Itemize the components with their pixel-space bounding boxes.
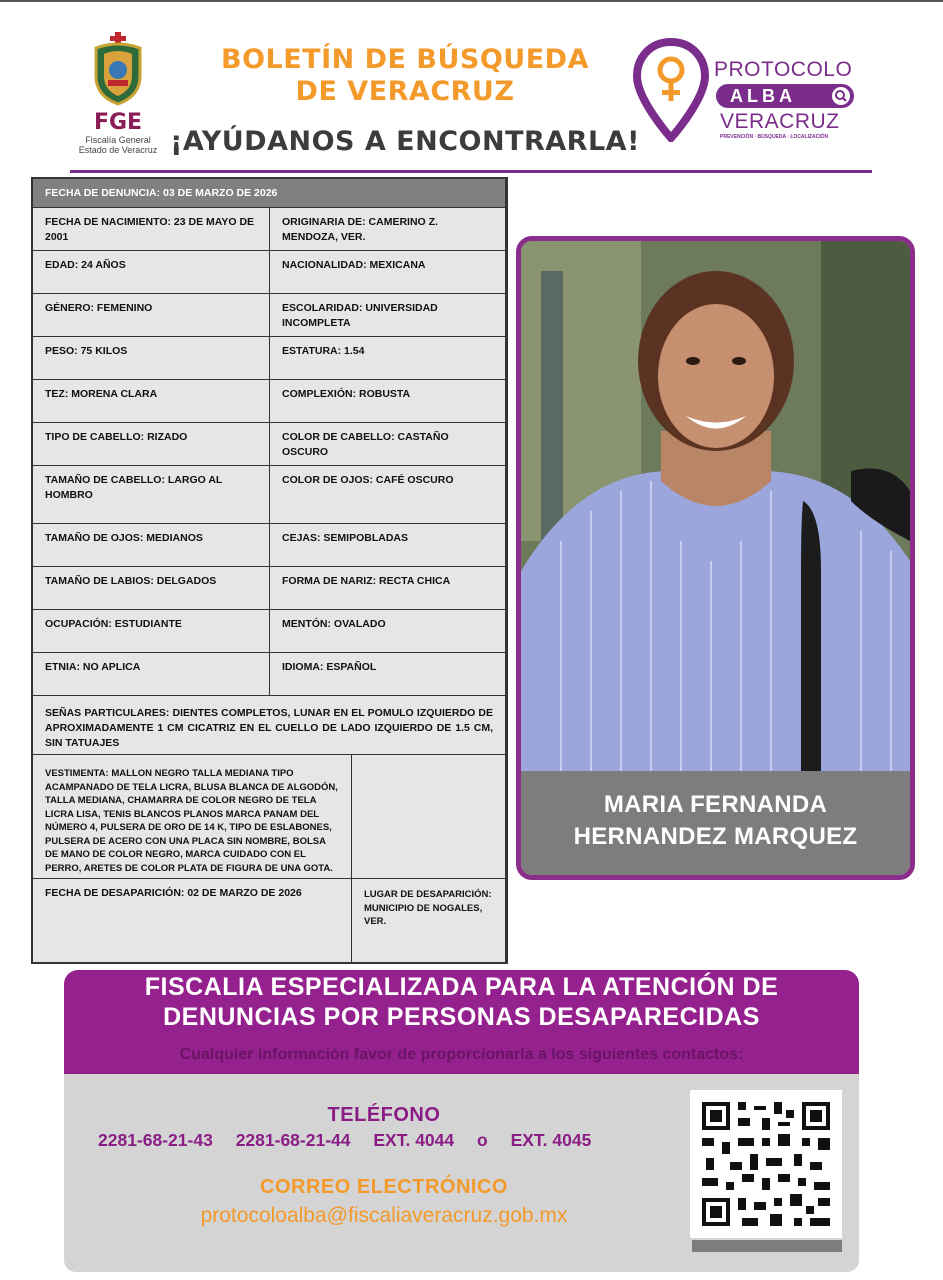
eye-size: TAMAÑO DE OJOS: MEDIANOS: [33, 524, 270, 567]
agency-banner: [64, 970, 859, 1074]
lip-size: TAMAÑO DE LABIOS: DELGADOS: [33, 567, 270, 610]
email-address[interactable]: protocoloalba@fiscaliaveracruz.gob.mx: [200, 1204, 568, 1227]
fge-logo: [66, 32, 170, 158]
missing-person-photo: [521, 241, 910, 771]
state-seal-icon: [88, 32, 148, 106]
gender: GÉNERO: FEMENINO: [33, 294, 270, 337]
origin: ORIGINARIA DE: CAMERINO Z. MENDOZA, VER.: [270, 208, 506, 251]
phone-2[interactable]: 2281-68-21-44: [235, 1130, 351, 1150]
complexion-tone: TEZ: MORENA CLARA: [33, 380, 270, 423]
education: ESCOLARIDAD: UNIVERSIDAD INCOMPLETA: [270, 294, 506, 337]
qr-code-icon: [690, 1090, 842, 1238]
phone-1[interactable]: 2281-68-21-43: [98, 1130, 213, 1150]
weight: PESO: 75 KILOS: [33, 337, 270, 380]
email-label: CORREO ELECTRÓNICO: [260, 1176, 508, 1198]
chin: MENTÓN: OVALADO: [270, 610, 506, 653]
bulletin-subtitle: ¡AYÚDANOS A ENCONTRARLA!: [170, 126, 640, 157]
search-icon: [832, 87, 850, 105]
bulletin-title-line1: BOLETÍN DE BÚSQUEDA: [221, 44, 589, 75]
alba-pill-label: ALBA: [730, 86, 796, 106]
qr-shadow: [692, 1240, 842, 1252]
agency-title: [64, 972, 859, 1032]
agency-subtitle: Cualquier información favor de proporcionarla a los siguientes contactos:: [179, 1046, 744, 1063]
clothing: VESTIMENTA: MALLON NEGRO TALLA MEDIANA TIPO ACAMPANADO DE TELA LICRA, BLUSA BLANCA DE ALGODÓN, TALLA MEDIANA, CHAMARRA DE COLOR NEGRO DE TELA LICRA LISA, TENIS BLANCOS PLANOS MARCA PANAM DEL NÚMERO 4, PULSERA DE ORO DE 14 K, TIPO DE ESLABONES, PULSERA DE ACERO CON UNA PLACA SIN NOMBRE, BOLSA DE MANO DE COLOR NEGRO, MARCA CUIDADO CON EL PERRO, ARETES DE COLOR PLATA DE FIGURA DE UNA GOTA.: [33, 755, 352, 879]
extension-2: EXT. 4045: [510, 1130, 592, 1150]
header-divider: [70, 170, 872, 173]
personal-data-table: [31, 177, 508, 964]
extension-connector: o: [477, 1130, 488, 1150]
hair-type: TIPO DE CABELLO: RIZADO: [33, 423, 270, 466]
name-plate: [521, 771, 910, 875]
eyebrows: CEJAS: SEMIPOBLADAS: [270, 524, 506, 567]
language: IDIOMA: ESPAÑOL: [270, 653, 506, 696]
bulletin-title: [180, 44, 630, 108]
build: COMPLEXIÓN: ROBUSTA: [270, 380, 506, 423]
ethnicity: ETNIA: NO APLICA: [33, 653, 270, 696]
height: ESTATURA: 1.54: [270, 337, 506, 380]
photo-card: [516, 236, 915, 880]
contact-box: [64, 1074, 859, 1272]
alba-line1: PROTOCOLO: [714, 58, 853, 81]
female-location-pin-icon: [632, 38, 710, 142]
eye-color: COLOR DE OJOS: CAFÉ OSCURO: [270, 466, 506, 524]
person-name-line2: HERNANDEZ MARQUEZ: [573, 823, 858, 850]
agency-title-line2: DENUNCIAS POR PERSONAS DESAPARECIDAS: [163, 1003, 760, 1031]
occupation: OCUPACIÓN: ESTUDIANTE: [33, 610, 270, 653]
distinguishing-marks: SEÑAS PARTICULARES: DIENTES COMPLETOS, LUNAR EN EL POMULO IZQUIERDO DE APROXIMADAMENTE 1 CM CICATRIZ EN EL CUELLO DE LADO IZQUIERDO DE 1.5 CM, SIN TATUAJES: [33, 696, 506, 755]
phone-label: TELÉFONO: [327, 1104, 441, 1126]
qr-code[interactable]: [690, 1090, 842, 1254]
clothing-blank: [352, 755, 506, 879]
protocolo-alba-logo: [632, 38, 872, 148]
alba-pill: [716, 84, 854, 108]
hair-length: TAMAÑO DE CABELLO: LARGO AL HOMBRO: [33, 466, 270, 524]
portrait-image: [521, 241, 910, 771]
agency-title-line1: FISCALIA ESPECIALIZADA PARA LA ATENCIÓN DE: [144, 973, 779, 1001]
fge-subtitle-line1: Fiscalía General: [85, 135, 151, 145]
report-date: FECHA DE DENUNCIA: 03 DE MARZO DE 2026: [33, 179, 506, 208]
person-name-line1: MARIA FERNANDA: [603, 791, 828, 818]
nose-shape: FORMA DE NARIZ: RECTA CHICA: [270, 567, 506, 610]
nationality: NACIONALIDAD: MEXICANA: [270, 251, 506, 294]
bulletin-title-line2: DE VERACRUZ: [295, 76, 515, 107]
alba-tagline: PREVENCIÓN · BÚSQUEDA · LOCALIZACIÓN: [720, 134, 829, 140]
top-border: [0, 0, 943, 2]
fge-acronym: FGE: [93, 110, 143, 135]
extension-1: EXT. 4044: [373, 1130, 455, 1150]
hair-color: COLOR DE CABELLO: CASTAÑO OSCURO: [270, 423, 506, 466]
birth-date: FECHA DE NACIMIENTO: 23 DE MAYO DE 2001: [33, 208, 270, 251]
disappearance-place: LUGAR DE DESAPARICIÓN: MUNICIPIO DE NOGALES, VER.: [352, 879, 506, 962]
person-name: [521, 789, 910, 853]
phone-numbers: [98, 1130, 718, 1151]
disappearance-date: FECHA DE DESAPARICIÓN: 02 DE MARZO DE 2026: [33, 879, 352, 962]
age: EDAD: 24 AÑOS: [33, 251, 270, 294]
fge-subtitle-line2: Estado de Veracruz: [78, 145, 158, 155]
alba-line2: VERACRUZ: [720, 110, 840, 133]
